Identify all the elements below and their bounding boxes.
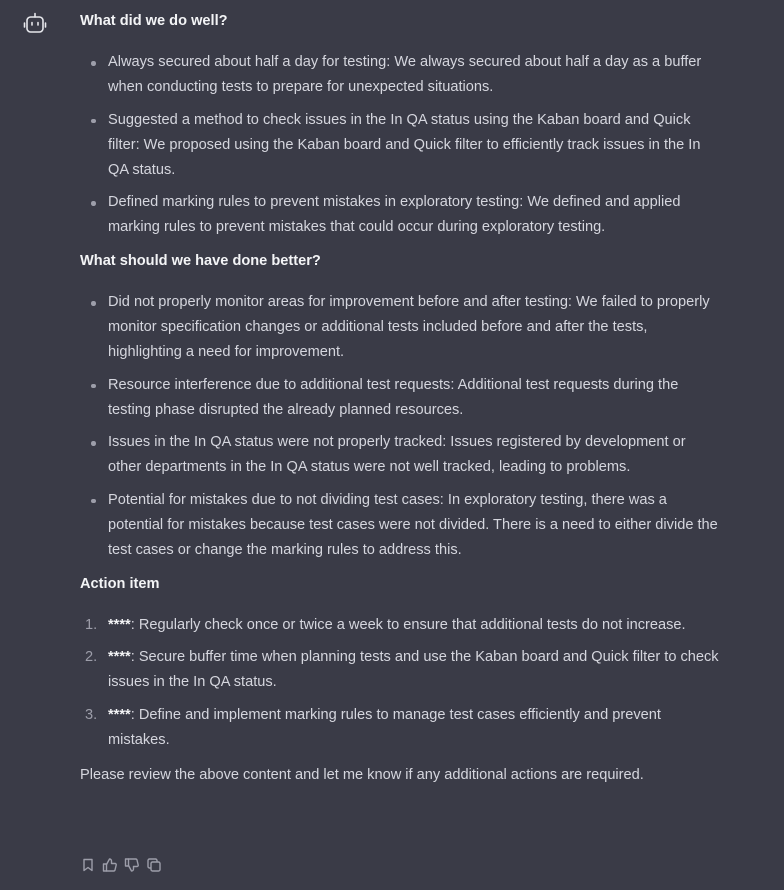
assistant-message [80, 10, 720, 788]
list-number: 3. [85, 706, 98, 723]
section-heading-action: Action item [80, 575, 160, 592]
list-item [80, 703, 720, 753]
bookmark-icon[interactable] [80, 857, 96, 873]
robot-avatar-icon [23, 12, 47, 36]
list-item [80, 613, 720, 638]
action-text: : Define and implement marking rules to manage test cases efficiently and prevent mistakes. [108, 706, 661, 748]
thumbs-down-icon[interactable] [124, 857, 140, 873]
action-prefix: **** [108, 649, 131, 665]
list-number: 2. [85, 649, 98, 665]
better-list [80, 290, 720, 563]
list-item [80, 645, 720, 695]
list-item: Did not properly monitor areas for improvement before and after testing: We failed to properly monitor specification changes or additional tests included before and after the tests, highlighting a need for improvement. [80, 290, 720, 365]
list-item: Resource interference due to additional test requests: Additional test requests during the testing phase disrupted the already planned resources. [80, 373, 720, 423]
list-number: 1. [85, 616, 98, 633]
thumbs-up-icon[interactable] [102, 857, 118, 873]
list-item: Defined marking rules to prevent mistakes in exploratory testing: We defined and applied marking rules to prevent mistakes that could occur during exploratory testing. [80, 190, 720, 240]
action-prefix: **** [108, 706, 131, 723]
section-heading-well: What did we do well? [80, 13, 228, 29]
action-text: : Secure buffer time when planning tests and use the Kaban board and Quick filter to check issues in the In QA status. [108, 649, 719, 690]
well-list [80, 50, 720, 240]
list-item: Always secured about half a day for testing: We always secured about half a day as a buffer when conducting tests to prepare for unexpected situations. [80, 50, 720, 100]
section-heading-better: What should we have done better? [80, 253, 321, 269]
list-item: Issues in the In QA status were not properly tracked: Issues registered by development or other departments in the In QA status were not well tracked, leading to problems. [80, 430, 720, 480]
list-item: Potential for mistakes due to not dividing test cases: In exploratory testing, there was a potential for mistakes because test cases were not divided. There is a need to either divide the test cases or change the marking rules to address this. [80, 488, 720, 563]
action-list [80, 613, 720, 753]
copy-icon[interactable] [146, 857, 162, 873]
action-prefix: **** [108, 616, 131, 633]
message-actions-bar [80, 857, 162, 873]
closing-text: Please review the above content and let me know if any additional actions are required. [80, 766, 644, 783]
list-item: Suggested a method to check issues in the In QA status using the Kaban board and Quick filter: We proposed using the Kaban board and Quick filter to efficiently track issues in the In QA status. [80, 108, 720, 183]
action-text: : Regularly check once or twice a week to ensure that additional tests do not increase. [130, 616, 686, 633]
